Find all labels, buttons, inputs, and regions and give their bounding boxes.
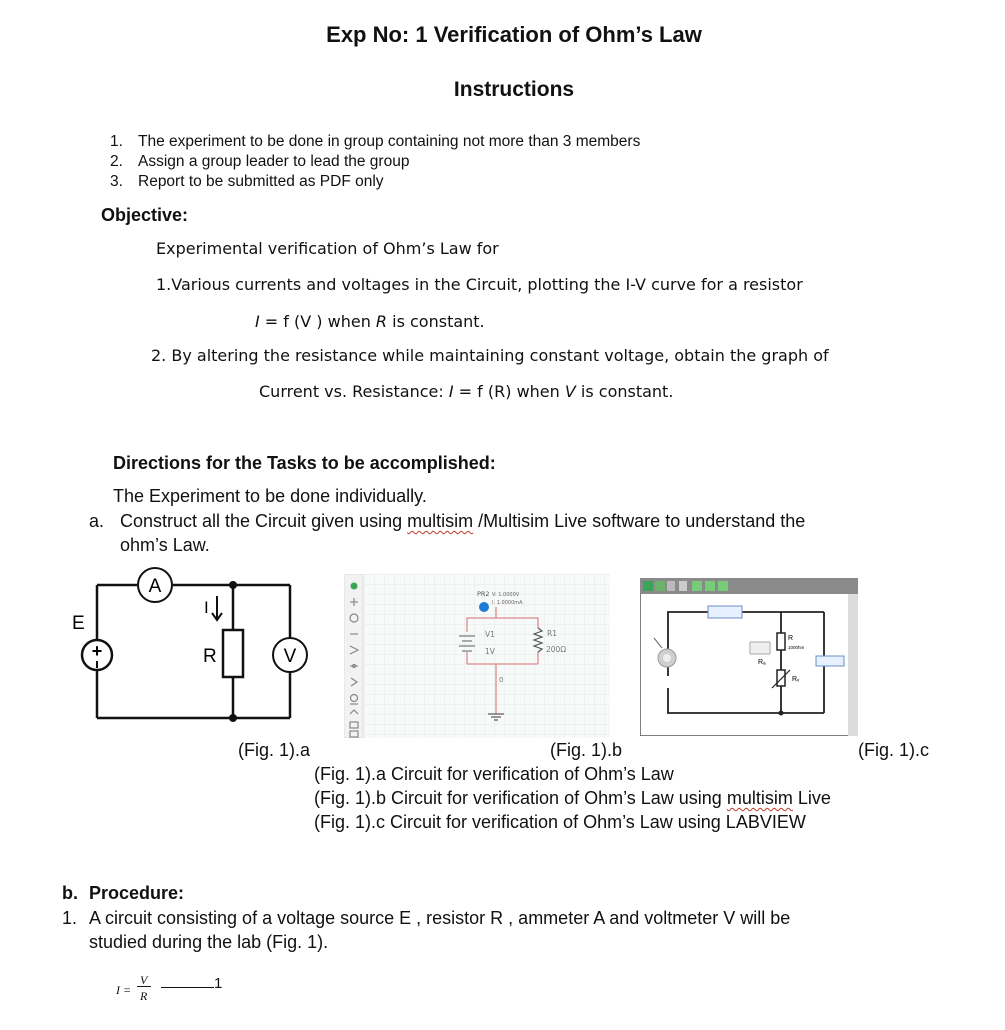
objective-heading: Objective: xyxy=(101,205,189,225)
source-label-e: E xyxy=(72,613,85,634)
source-plus-label: + xyxy=(91,641,103,661)
objective-intro: Experimental verification of Ohm’s Law for xyxy=(156,239,499,258)
run-button-icon[interactable] xyxy=(643,581,653,591)
voltmeter-label: V xyxy=(283,646,297,667)
formula-text: Current vs. Resistance: xyxy=(259,382,449,401)
equation-leader-line xyxy=(161,987,214,988)
item-number: 1. xyxy=(110,133,123,150)
toolbar-icon[interactable] xyxy=(718,581,728,591)
equation-denominator: R xyxy=(140,989,148,1003)
directions-item-a-label: a. xyxy=(89,511,105,531)
item-number: 2. xyxy=(110,153,123,170)
instructions-heading: Instructions xyxy=(453,78,575,101)
resistor-ra-label: Rₐ xyxy=(758,659,766,666)
current-arrow xyxy=(212,596,222,620)
fraction-bar xyxy=(137,986,151,987)
formula-text: is constant. xyxy=(575,382,674,401)
procedure-item-line-2: studied during the lab (Fig. 1). xyxy=(89,932,329,952)
directions-line-1: The Experiment to be done individually. xyxy=(113,486,427,506)
objective-formula-1 xyxy=(255,312,485,331)
caption-fig-b: (Fig. 1).b xyxy=(550,740,623,760)
scrollbar[interactable] xyxy=(848,594,858,736)
caption-fig-a: (Fig. 1).a xyxy=(238,740,311,760)
resistor-r-label: R xyxy=(788,635,794,642)
stop-icon[interactable] xyxy=(667,581,675,591)
resistor-r xyxy=(777,633,785,650)
spellcheck-word: multisim xyxy=(726,788,793,808)
text-run: /Multisim Live software to understand the xyxy=(473,511,806,531)
junction-dot xyxy=(779,711,784,716)
figure-b-multisim xyxy=(344,574,610,738)
formula-text: = f (R) when xyxy=(453,382,565,401)
toolbar-icon[interactable] xyxy=(692,581,702,591)
figure-description-b xyxy=(314,788,831,809)
resistor-value: 200Ω xyxy=(546,645,567,654)
toolbar-active-icon[interactable] xyxy=(351,583,358,590)
text-run: Live xyxy=(792,788,831,808)
directions-item-a-line-2: ohm’s Law. xyxy=(120,535,210,555)
spellcheck-word: multisim xyxy=(407,511,474,531)
procedure-item-number: 1. xyxy=(62,908,78,928)
objective-point-1: 1.Various currents and voltages in the Circuit, plotting the I-V curve for a resistor xyxy=(156,275,803,294)
directions-item-a xyxy=(120,511,805,532)
figure-c-labview xyxy=(640,578,858,736)
junction-dot xyxy=(229,714,237,722)
run-continuous-icon[interactable] xyxy=(655,581,665,591)
procedure-label: b. xyxy=(62,883,78,903)
resistor-rv xyxy=(777,670,785,686)
source-name: V1 xyxy=(485,630,495,639)
formula-var: V xyxy=(564,382,576,401)
formula-var: I xyxy=(448,382,454,401)
small-control[interactable] xyxy=(750,642,770,654)
formula-var: R xyxy=(375,312,388,331)
procedure-item-line-1: A circuit consisting of a voltage source E , resistor R , ammeter A and voltmeter V will be xyxy=(89,908,791,928)
formula-text: = f (V ) when xyxy=(259,312,376,331)
figure-description-a: (Fig. 1).a Circuit for verification of Ohm’s Law xyxy=(314,764,674,784)
item-text: The experiment to be done in group containing not more than 3 members xyxy=(138,133,641,150)
item-number: 3. xyxy=(110,173,123,190)
objective-formula-2 xyxy=(259,382,673,401)
junction-dot xyxy=(229,581,237,589)
objective-point-2: 2. By altering the resistance while maintaining constant voltage, obtain the graph of xyxy=(151,346,829,365)
equation-lhs: I = xyxy=(116,983,132,997)
resistor-label: R xyxy=(203,646,217,667)
voltmeter-indicator xyxy=(816,656,844,666)
resistor-rv-label: Rᵥ xyxy=(792,676,800,683)
toolbar-icon[interactable] xyxy=(705,581,715,591)
directions-heading: Directions for the Tasks to be accomplished: xyxy=(113,453,496,473)
item-text: Report to be submitted as PDF only xyxy=(138,173,384,190)
equation-numerator: V xyxy=(140,973,148,987)
text-run: (Fig. 1).b Circuit for verification of Ohm’s Law using xyxy=(314,788,727,808)
current-label: I xyxy=(204,598,209,617)
caption-fig-c: (Fig. 1).c xyxy=(858,740,930,760)
knob-center xyxy=(663,654,671,662)
instruction-item xyxy=(110,173,384,191)
item-text: Assign a group leader to lead the group xyxy=(138,153,410,170)
instruction-item xyxy=(110,133,640,151)
instruction-item xyxy=(110,153,409,171)
resistor-name: R1 xyxy=(547,629,557,638)
figure-a-circuit xyxy=(70,565,330,735)
procedure-heading: Procedure: xyxy=(89,883,185,903)
canvas-grid xyxy=(364,574,610,738)
equation-number: 1 xyxy=(214,975,223,992)
probe-current: I: 1.0000mA xyxy=(492,600,523,606)
circuit-wires xyxy=(97,585,290,718)
ammeter-indicator xyxy=(708,606,742,618)
page-title: Exp No: 1 Verification of Ohm’s Law xyxy=(326,22,702,47)
formula-var: I xyxy=(255,312,260,331)
node-label: 0 xyxy=(499,676,504,684)
resistor-symbol xyxy=(223,630,243,677)
source-value: 1V xyxy=(485,647,495,656)
probe-voltage: V: 1.0000V xyxy=(492,592,520,598)
pause-icon[interactable] xyxy=(679,581,687,591)
probe-label: PR2 xyxy=(477,590,490,598)
probe-icon[interactable] xyxy=(479,602,489,612)
ammeter-label: A xyxy=(148,576,162,597)
figure-description-c: (Fig. 1).c Circuit for verification of Ohm’s Law using LABVIEW xyxy=(314,812,806,832)
text-run: Construct all the Circuit given using xyxy=(120,511,408,531)
resistor-r-value: 1000hm xyxy=(788,645,805,650)
formula-text: is constant. xyxy=(387,312,485,331)
